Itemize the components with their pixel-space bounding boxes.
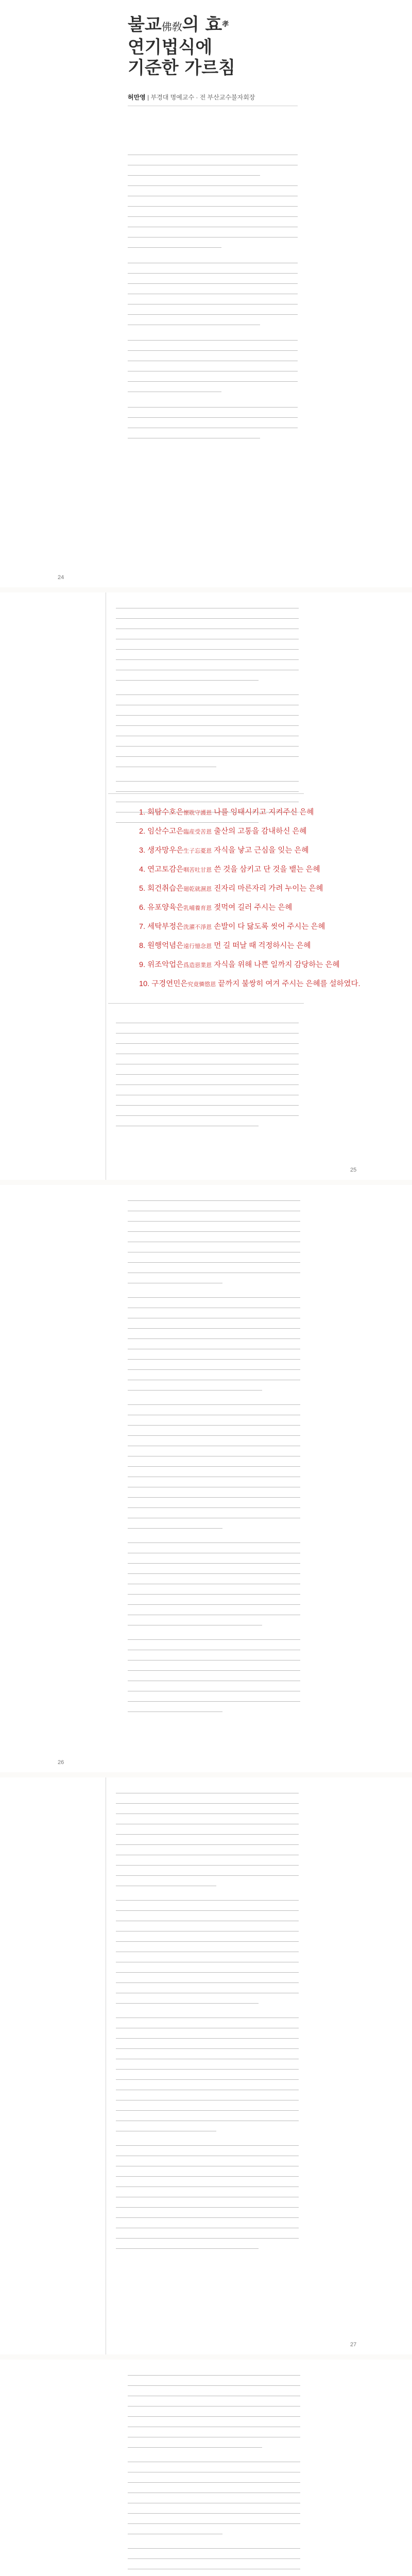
author-affiliation: | 부경대 명예교수 · 전 부산교수불자회장 (145, 94, 255, 101)
list-item: 9. 위조악업은爲造惡業恩 자식을 위해 나쁜 일까지 감당하는 은혜 (139, 961, 340, 969)
title-hanja: 佛敎 (161, 21, 182, 33)
article-title (128, 14, 251, 78)
list-item: 8. 원행억념은遠行憶念恩 먼 길 떠날 때 걱정하시는 은혜 (139, 942, 311, 950)
list-item: 4. 연고토감은咽苦吐甘恩 쓴 것을 삼키고 단 것을 뱉는 은혜 (139, 866, 320, 874)
page-24 (0, 0, 412, 587)
page-26 (0, 1185, 412, 1772)
body-text-column (128, 155, 298, 448)
list-item: 3. 생자망우은生子忘憂恩 자식을 낳고 근심을 잊는 은혜 (139, 846, 309, 855)
list-item: 2. 임산수고은臨産受苦恩 출산의 고통을 감내하신 은혜 (139, 827, 307, 836)
page-number: 25 (350, 1167, 357, 1173)
list-item: 10. 구경연민은究竟憐愍恩 끝까지 불쌍히 여겨 주시는 은혜를 설하였다. (139, 980, 360, 988)
author-name: 허만영 (128, 94, 146, 101)
body-text-column (116, 1023, 299, 1136)
list-item: 5. 회건취습은廻乾就濕恩 진자리 마른자리 가려 누이는 은혜 (139, 885, 323, 893)
list-item: 1. 회탐수호은懷耽守護恩 나를 잉태시키고 지켜주신 은혜 (139, 808, 314, 817)
title-line-3: 기준한 가르침 (128, 58, 235, 78)
page-28 (0, 2360, 412, 2576)
title-suffix: 의 효 (182, 14, 222, 35)
ten-graces-list (108, 793, 360, 1004)
title-sup: 孝 (222, 21, 229, 28)
page-number: 26 (58, 1759, 64, 1766)
title-word: 불교 (128, 14, 162, 35)
list-item: 7. 세탁부정은洗濯不淨恩 손발이 다 닳도록 씻어 주시는 은혜 (139, 923, 325, 931)
page-number: 27 (350, 2342, 357, 2348)
author-byline (128, 93, 255, 101)
body-text-column (116, 1793, 299, 2259)
body-text-column (128, 2375, 300, 2576)
list-item: 6. 유포양육은乳哺養育恩 젖먹여 길러 주시는 은혜 (139, 904, 293, 912)
page-27 (0, 1777, 412, 2354)
page-number: 24 (58, 574, 64, 581)
title-line-2: 연기법식에 (128, 37, 213, 58)
body-text-column (128, 1200, 300, 1722)
